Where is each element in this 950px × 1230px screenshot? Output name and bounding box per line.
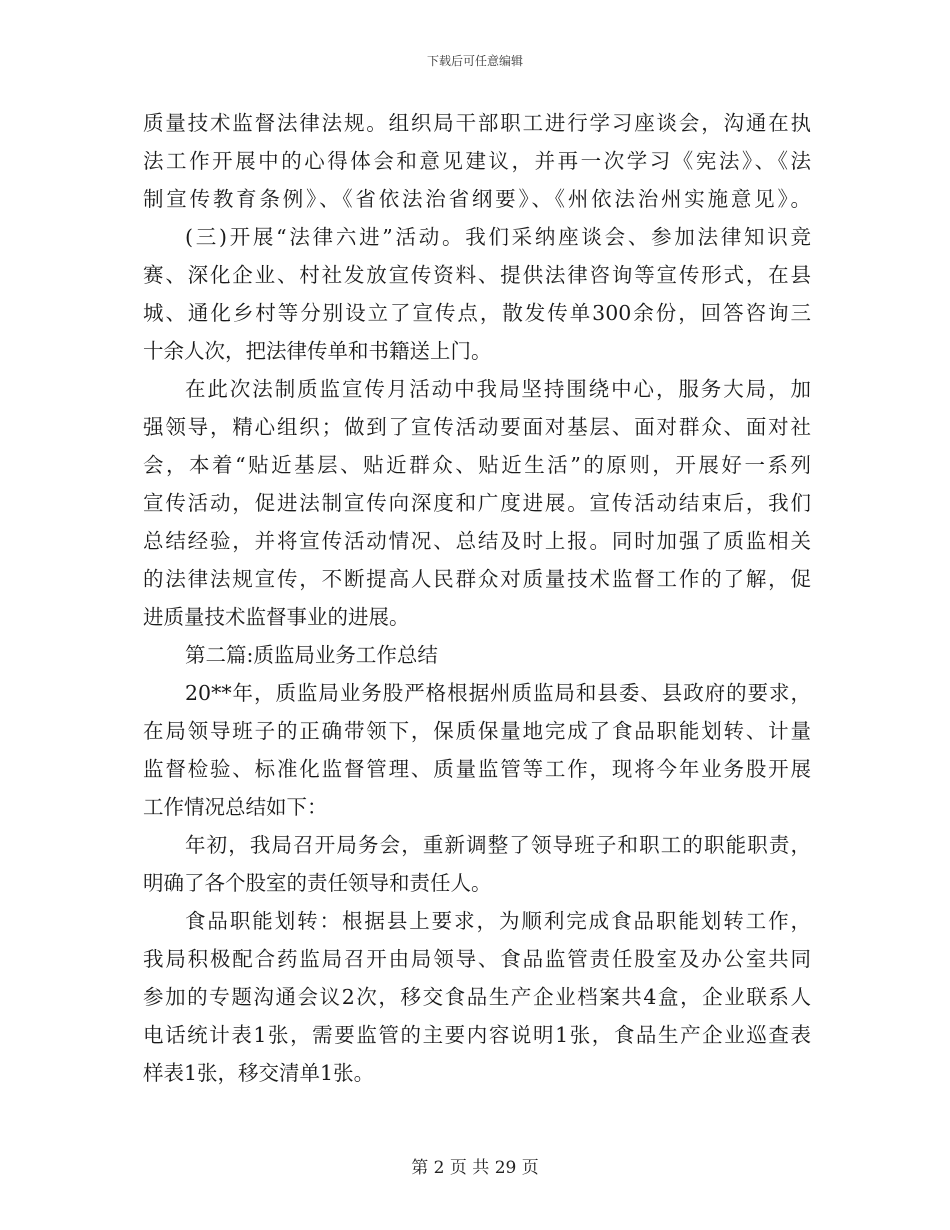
text-line: 宣传活动，促进法制宣传向深度和广度进展。宣传活动结束后，我们 xyxy=(143,491,811,515)
text-line: 的法律法规宣传，不断提高人民群众对质量技术监督工作的了解，促 xyxy=(143,567,811,591)
text-line: 样表1张，移交清单1张。 xyxy=(143,1061,375,1085)
text-line: 年初，我局召开局务会，重新调整了领导班子和职工的职能职责， xyxy=(185,833,811,857)
page-footer: 第 2 页 共 29 页 xyxy=(411,1158,539,1178)
text-line: 我局积极配合药监局召开由局领导、食品监管责任股室及办公室共同 xyxy=(143,947,811,971)
text-line: 在此次法制质监宣传月活动中我局坚持围绕中心，服务大局，加 xyxy=(185,377,811,401)
text-line: 法工作开展中的心得体会和意见建议，并再一次学习《宪法》、《法 xyxy=(143,149,811,173)
text-line: 工作情况总结如下： xyxy=(143,795,328,819)
text-line: (三)开展“法律六进”活动。我们采纳座谈会、参加法律知识竞 xyxy=(185,225,811,249)
text-line: 食品职能划转：根据县上要求，为顺利完成食品职能划转工作， xyxy=(185,909,811,933)
text-line: 城、通化乡村等分别设立了宣传点，散发传单300余份，回答咨询三 xyxy=(143,301,811,325)
text-line: 制宣传教育条例》、《省依法治省纲要》、《州依法治州实施意见》。 xyxy=(143,187,811,211)
text-line: 20**年，质监局业务股严格根据州质监局和县委、县政府的要求， xyxy=(185,681,811,705)
text-line: 强领导，精心组织；做到了宣传活动要面对基层、面对群众、面对社 xyxy=(143,415,811,439)
text-line: 进质量技术监督事业的进展。 xyxy=(143,605,410,629)
text-line: 质量技术监督法律法规。组织局干部职工进行学习座谈会，沟通在执 xyxy=(143,111,811,135)
text-line: 电话统计表1张，需要监管的主要内容说明1张，食品生产企业巡查表 xyxy=(143,1023,811,1047)
document-body xyxy=(143,104,811,1092)
text-line: 赛、深化企业、村社发放宣传资料、提供法律咨询等宣传形式，在县 xyxy=(143,263,811,287)
text-line: 在局领导班子的正确带领下，保质保量地完成了食品职能划转、计量 xyxy=(143,719,811,743)
text-line: 监督检验、标准化监督管理、质量监管等工作，现将今年业务股开展 xyxy=(143,757,811,781)
text-line: 明确了各个股室的责任领导和责任人。 xyxy=(143,871,492,895)
text-line: 十余人次，把法律传单和书籍送上门。 xyxy=(143,339,492,363)
page-header: 下载后可任意编辑 xyxy=(426,54,523,68)
text-line: 第二篇:质监局业务工作总结 xyxy=(185,643,438,667)
text-line: 总结经验，并将宣传活动情况、总结及时上报。同时加强了质监相关 xyxy=(143,529,811,553)
text-line: 参加的专题沟通会议2次，移交食品生产企业档案共4盒，企业联系人 xyxy=(143,985,811,1009)
text-line: 会，本着“贴近基层、贴近群众、贴近生活”的原则，开展好一系列 xyxy=(143,453,811,477)
